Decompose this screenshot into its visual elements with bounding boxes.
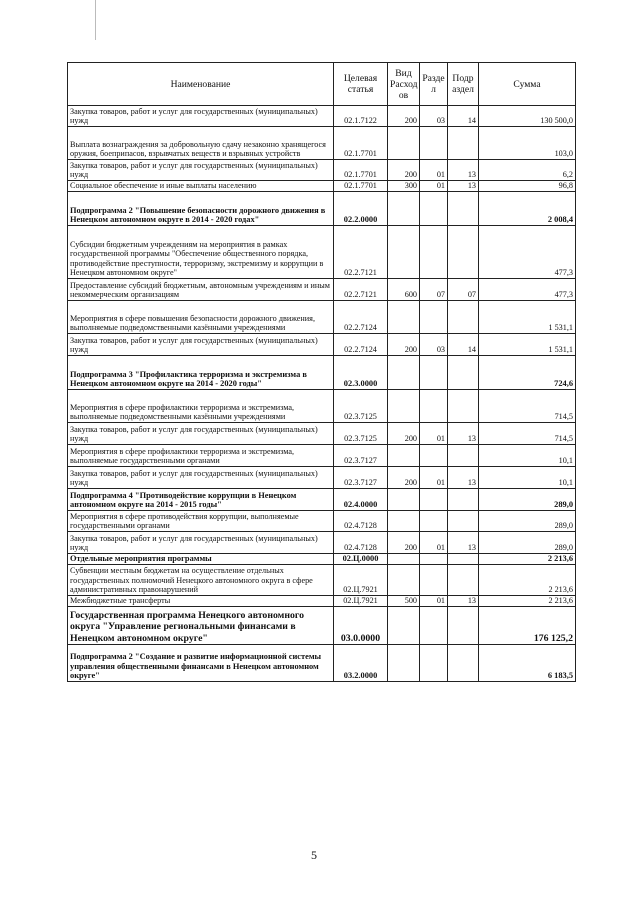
cell-razd (420, 301, 448, 334)
cell-code: 02.2.7121 (334, 279, 388, 301)
cell-name: Закупка товаров, работ и услуг для государственных (муниципальных) нужд (68, 467, 334, 489)
cell-code: 02.2.0000 (334, 192, 388, 226)
cell-code: 02.3.7127 (334, 445, 388, 467)
cell-podr (448, 127, 479, 160)
table-row (68, 645, 576, 682)
header-subsection: Подр аздел (448, 63, 479, 106)
cell-sum: 714,5 (479, 423, 576, 445)
cell-code: 02.4.7128 (334, 511, 388, 532)
table-row (68, 279, 576, 301)
scan-margin-line (95, 0, 96, 40)
cell-sum: 714,5 (479, 390, 576, 423)
cell-podr (448, 390, 479, 423)
cell-sum: 2 213,6 (479, 554, 576, 565)
cell-code: 02.3.7125 (334, 390, 388, 423)
table-header-row (68, 63, 576, 106)
header-expense-type: Вид Расход ов (388, 63, 420, 106)
cell-podr: 13 (448, 467, 479, 489)
cell-sum: 289,0 (479, 511, 576, 532)
cell-sum: 289,0 (479, 532, 576, 554)
cell-vid: 500 (388, 596, 420, 607)
cell-name: Государственная программа Ненецкого автономного округа "Управление региональными финансами в Ненецком автономном округе" (68, 607, 334, 645)
cell-razd (420, 554, 448, 565)
cell-podr (448, 645, 479, 682)
cell-sum: 477,3 (479, 226, 576, 279)
table-body (68, 106, 576, 682)
cell-code: 02.1.7701 (334, 160, 388, 181)
cell-sum: 1 531,1 (479, 334, 576, 356)
cell-vid: 300 (388, 181, 420, 192)
cell-sum: 2 008,4 (479, 192, 576, 226)
cell-podr (448, 607, 479, 645)
cell-podr: 13 (448, 181, 479, 192)
cell-podr: 13 (448, 423, 479, 445)
header-sum: Сумма (479, 63, 576, 106)
cell-code: 02.4.0000 (334, 489, 388, 511)
cell-podr (448, 511, 479, 532)
cell-vid: 200 (388, 160, 420, 181)
table-row (68, 511, 576, 532)
table-row (68, 192, 576, 226)
table-row (68, 565, 576, 596)
table-row (68, 554, 576, 565)
cell-name: Субсидии бюджетным учреждениям на мероприятия в рамках государственной программы "Обеспечение общественного порядка, противодействие преступности, терроризму, экстремизму и коррупции в Ненецком автономном округе" (68, 226, 334, 279)
cell-vid: 200 (388, 334, 420, 356)
cell-podr (448, 301, 479, 334)
table-row (68, 127, 576, 160)
cell-sum: 2 213,6 (479, 565, 576, 596)
cell-vid (388, 226, 420, 279)
table-row (68, 607, 576, 645)
cell-code: 02.1.7701 (334, 127, 388, 160)
cell-razd (420, 565, 448, 596)
cell-vid: 600 (388, 279, 420, 301)
table-row (68, 596, 576, 607)
table-row (68, 301, 576, 334)
cell-razd (420, 390, 448, 423)
cell-name: Мероприятия в сфере противодействия коррупции, выполняемые государственными органами (68, 511, 334, 532)
cell-name: Межбюджетные трансферты (68, 596, 334, 607)
header-section: Разде л (420, 63, 448, 106)
cell-razd (420, 489, 448, 511)
cell-podr (448, 554, 479, 565)
cell-vid (388, 301, 420, 334)
cell-vid (388, 645, 420, 682)
table-row (68, 334, 576, 356)
cell-vid: 200 (388, 423, 420, 445)
table-row (68, 467, 576, 489)
cell-name: Субвенции местным бюджетам на осуществление отдельных государственных полномочий Ненецкого автономного округа в сфере административных правонарушений (68, 565, 334, 596)
cell-name: Мероприятия в сфере повышения безопасности дорожного движения, выполняемые подведомственными казёнными учреждениями (68, 301, 334, 334)
cell-vid (388, 554, 420, 565)
header-target-article: Целевая статья (334, 63, 388, 106)
cell-razd: 01 (420, 467, 448, 489)
cell-code: 02.3.7125 (334, 423, 388, 445)
cell-sum: 130 500,0 (479, 106, 576, 127)
cell-name: Закупка товаров, работ и услуг для государственных (муниципальных) нужд (68, 334, 334, 356)
cell-razd: 01 (420, 423, 448, 445)
cell-code: 02.2.7121 (334, 226, 388, 279)
cell-vid (388, 445, 420, 467)
cell-code: 02.4.7128 (334, 532, 388, 554)
cell-code: 02.Ц.7921 (334, 565, 388, 596)
cell-code: 02.2.7124 (334, 334, 388, 356)
cell-sum: 10,1 (479, 445, 576, 467)
cell-code: 02.1.7122 (334, 106, 388, 127)
cell-razd: 01 (420, 160, 448, 181)
cell-vid: 200 (388, 106, 420, 127)
cell-name: Подпрограмма 2 "Повышение безопасности дорожного движения в Ненецком автономном округе в 2014 - 2020 годах" (68, 192, 334, 226)
cell-name: Подпрограмма 3 "Профилактика терроризма и экстремизма в Ненецком автономном округе на 2014 - 2020 годы" (68, 356, 334, 390)
cell-razd: 03 (420, 106, 448, 127)
cell-code: 03.0.0000 (334, 607, 388, 645)
cell-podr: 14 (448, 334, 479, 356)
cell-razd (420, 607, 448, 645)
cell-podr (448, 445, 479, 467)
cell-name: Социальное обеспечение и иные выплаты населению (68, 181, 334, 192)
cell-code: 02.3.7127 (334, 467, 388, 489)
cell-sum: 10,1 (479, 467, 576, 489)
cell-name: Подпрограмма 2 "Создание и развитие информационной системы управления общественными финансами в Ненецком автономном округе" (68, 645, 334, 682)
cell-code: 02.2.7124 (334, 301, 388, 334)
cell-sum: 289,0 (479, 489, 576, 511)
table-row (68, 181, 576, 192)
cell-sum: 1 531,1 (479, 301, 576, 334)
cell-podr: 13 (448, 596, 479, 607)
cell-name: Мероприятия в сфере профилактики терроризма и экстремизма, выполняемые подведомственными казёнными учреждениями (68, 390, 334, 423)
table-row (68, 160, 576, 181)
table-row (68, 489, 576, 511)
cell-razd: 01 (420, 181, 448, 192)
header-name: Наименование (68, 63, 334, 106)
cell-razd (420, 356, 448, 390)
cell-name: Отдельные мероприятия программы (68, 554, 334, 565)
cell-podr: 14 (448, 106, 479, 127)
cell-sum: 477,3 (479, 279, 576, 301)
cell-name: Предоставление субсидий бюджетным, автономным учреждениям и иным некоммерческим организациям (68, 279, 334, 301)
table-row (68, 390, 576, 423)
cell-code: 03.2.0000 (334, 645, 388, 682)
table-row (68, 106, 576, 127)
cell-razd: 01 (420, 596, 448, 607)
cell-vid: 200 (388, 467, 420, 489)
cell-vid (388, 565, 420, 596)
cell-sum: 6 183,5 (479, 645, 576, 682)
cell-vid (388, 511, 420, 532)
table-row (68, 532, 576, 554)
cell-razd: 03 (420, 334, 448, 356)
cell-razd (420, 192, 448, 226)
cell-sum: 2 213,6 (479, 596, 576, 607)
cell-vid (388, 356, 420, 390)
cell-code: 02.Ц.0000 (334, 554, 388, 565)
cell-podr: 13 (448, 532, 479, 554)
cell-name: Выплата вознаграждения за добровольную сдачу незаконно хранящегося оружия, боеприпасов, взрывчатых веществ и взрывных устройств (68, 127, 334, 160)
cell-podr (448, 489, 479, 511)
cell-sum: 6,2 (479, 160, 576, 181)
cell-razd: 01 (420, 532, 448, 554)
cell-razd (420, 226, 448, 279)
cell-vid: 200 (388, 532, 420, 554)
cell-name: Закупка товаров, работ и услуг для государственных (муниципальных) нужд (68, 423, 334, 445)
budget-table (67, 62, 576, 682)
cell-code: 02.3.0000 (334, 356, 388, 390)
page-number: 5 (311, 848, 317, 862)
cell-vid (388, 192, 420, 226)
cell-podr (448, 226, 479, 279)
cell-podr (448, 192, 479, 226)
table-row (68, 356, 576, 390)
cell-code: 02.Ц.7921 (334, 596, 388, 607)
cell-sum: 103,0 (479, 127, 576, 160)
cell-vid (388, 127, 420, 160)
cell-code: 02.1.7701 (334, 181, 388, 192)
cell-vid (388, 489, 420, 511)
cell-name: Подпрограмма 4 "Противодействие коррупции в Ненецком автономном округе на 2014 - 2015 годы" (68, 489, 334, 511)
cell-podr (448, 356, 479, 390)
cell-razd (420, 445, 448, 467)
cell-razd (420, 645, 448, 682)
cell-razd (420, 127, 448, 160)
table-row (68, 423, 576, 445)
cell-razd: 07 (420, 279, 448, 301)
cell-name: Закупка товаров, работ и услуг для государственных (муниципальных) нужд (68, 532, 334, 554)
cell-vid (388, 607, 420, 645)
cell-razd (420, 511, 448, 532)
cell-vid (388, 390, 420, 423)
cell-sum: 96,8 (479, 181, 576, 192)
cell-podr: 13 (448, 160, 479, 181)
cell-podr (448, 565, 479, 596)
table-row (68, 445, 576, 467)
cell-name: Закупка товаров, работ и услуг для государственных (муниципальных) нужд (68, 160, 334, 181)
cell-name: Мероприятия в сфере профилактики терроризма и экстремизма, выполняемые государственными органами (68, 445, 334, 467)
cell-sum: 176 125,2 (479, 607, 576, 645)
cell-name: Закупка товаров, работ и услуг для государственных (муниципальных) нужд (68, 106, 334, 127)
cell-sum: 724,6 (479, 356, 576, 390)
cell-podr: 07 (448, 279, 479, 301)
table-row (68, 226, 576, 279)
